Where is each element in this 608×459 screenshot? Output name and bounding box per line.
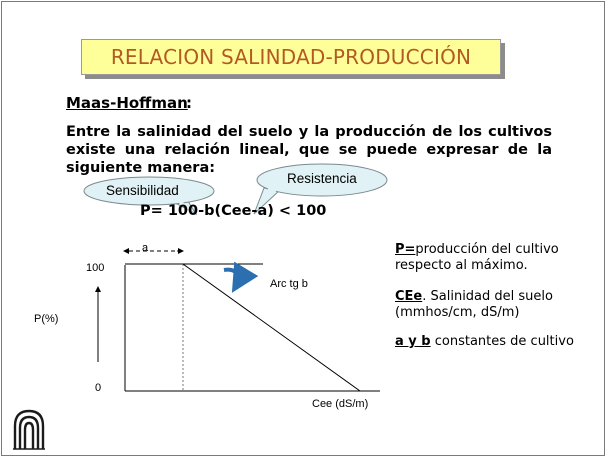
formula: P= 100-b(Cee-a) < 100 — [140, 203, 327, 219]
slide-title: RELACION SALINDAD-PRODUCCIÓN — [110, 45, 472, 69]
definition-p-text: producción del cultivo respecto al máximo. — [395, 242, 559, 273]
definition-ab — [395, 334, 595, 350]
resistencia-label: Resistencia — [287, 171, 357, 186]
definition-cee — [395, 289, 595, 321]
author-name: Maas-Hoffman — [66, 94, 188, 112]
y-axis-label: P(%) — [34, 313, 59, 325]
x-axis-label: Cee (dS/m) — [312, 398, 369, 410]
definition-cee-term: CEe — [395, 289, 423, 304]
y-tick-100: 100 — [86, 262, 105, 274]
intro-paragraph: Entre la salinidad del suelo y la producción de los cultivos existe una relación lineal, que se puede expresar de la siguiente manera: — [66, 124, 552, 176]
sensibilidad-label: Sensibilidad — [106, 183, 179, 198]
definition-ab-text: constantes de cultivo — [430, 334, 574, 349]
author-colon: : — [186, 94, 192, 112]
arch-logo — [12, 408, 46, 450]
slope-label: Arc tg b — [270, 278, 308, 290]
definition-cee-text: . Salinidad del suelo (mmhos/cm, dS/m) — [395, 289, 553, 320]
y-tick-0: 0 — [95, 382, 102, 394]
definition-p — [395, 242, 595, 274]
curved-arrow-icon — [224, 270, 238, 286]
a-label: a — [142, 242, 149, 254]
definition-p-term: P= — [395, 242, 416, 257]
definition-ab-term: a y b — [395, 334, 431, 349]
